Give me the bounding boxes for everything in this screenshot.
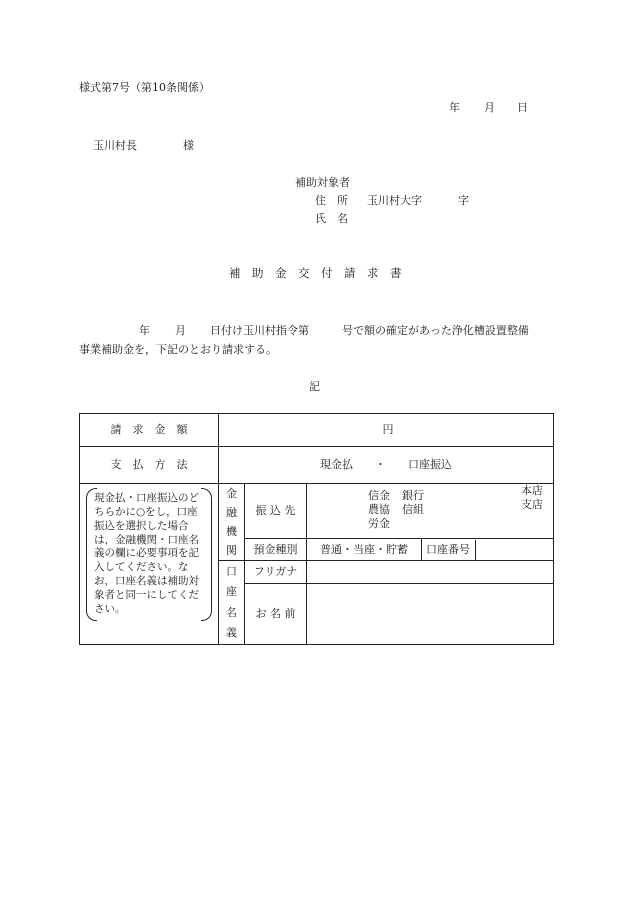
body-year: 年	[139, 324, 150, 337]
furigana-label: フリガナ	[245, 561, 307, 584]
ki-label: 記	[309, 380, 320, 393]
holder-name-field[interactable]	[307, 584, 554, 645]
holder-name-label: お 名 前	[245, 584, 307, 645]
address-label: 住 所	[315, 194, 348, 207]
account-number-label: 口座番号	[422, 540, 476, 560]
body-line1: 日付け玉川村指令第 号で額の確定があった浄化槽設置整備	[210, 324, 529, 337]
request-table	[79, 413, 554, 645]
bank-shinkin: 信金	[368, 489, 390, 502]
account-number-field[interactable]	[422, 539, 554, 561]
addressee-name: 玉川村長	[93, 139, 137, 152]
bank-field[interactable]	[307, 484, 554, 539]
amount-label: 請 求 金 額	[80, 414, 219, 447]
address-value: 玉川村大字	[367, 194, 422, 207]
account-name-char-3: 名	[226, 605, 237, 619]
date-day-label: 日	[517, 101, 528, 114]
payment-options[interactable]: 現金払 ・ 口座振込	[219, 447, 554, 484]
institution-char-4: 関	[226, 543, 237, 557]
account-name-label	[219, 561, 245, 645]
note-cell	[80, 484, 219, 645]
payment-row	[80, 447, 554, 484]
applicant-label: 補助対象者	[295, 176, 350, 189]
document-title: 補 助 金 交 付 請 求 書	[229, 266, 402, 280]
date-month-label: 月	[484, 101, 495, 114]
addressee-honorific: 様	[183, 139, 194, 152]
account-name-char-4: 義	[226, 626, 237, 640]
body-month: 月	[175, 324, 186, 337]
instruction-note: 現金払・口座振込のどちらかに○をし，口座振込を選択した場合は，金融機関・口座名義の欄に必要事項を記入してください。なお，口座名義は補助対象者と同一にしてください。	[86, 488, 212, 621]
institution-label	[219, 484, 245, 561]
furigana-field[interactable]	[307, 561, 554, 584]
amount-field[interactable]	[219, 414, 554, 447]
account-name-char-2: 座	[226, 585, 237, 599]
payment-label: 支 払 方 法	[80, 447, 219, 484]
form-number: 様式第7号（第10条関係）	[79, 81, 210, 94]
bank-shinkumi: 信組	[402, 503, 424, 516]
transfer-label: 振 込 先	[245, 484, 307, 539]
name-label: 氏 名	[315, 212, 348, 225]
deposit-type-label: 預金種別	[245, 539, 307, 561]
bank-rokin: 労金	[368, 517, 390, 530]
institution-row	[80, 484, 554, 539]
bank-ginko: 銀行	[402, 489, 424, 502]
bank-nokyo: 農協	[368, 503, 390, 516]
date-year-label: 年	[449, 101, 460, 114]
account-name-char-1: 口	[226, 564, 237, 578]
institution-char-1: 金	[226, 486, 237, 500]
deposit-type-options[interactable]: 普通・当座・貯蓄	[307, 539, 422, 561]
amount-row	[80, 414, 554, 447]
bank-shiten: 支店	[521, 498, 543, 511]
address-suffix: 字	[458, 194, 469, 207]
institution-char-3: 機	[226, 524, 237, 538]
institution-char-2: 融	[226, 505, 237, 519]
amount-unit: 円	[382, 423, 394, 437]
bank-honten: 本店	[521, 484, 543, 497]
body-line2: 事業補助金を，下記のとおり請求する。	[79, 343, 277, 356]
